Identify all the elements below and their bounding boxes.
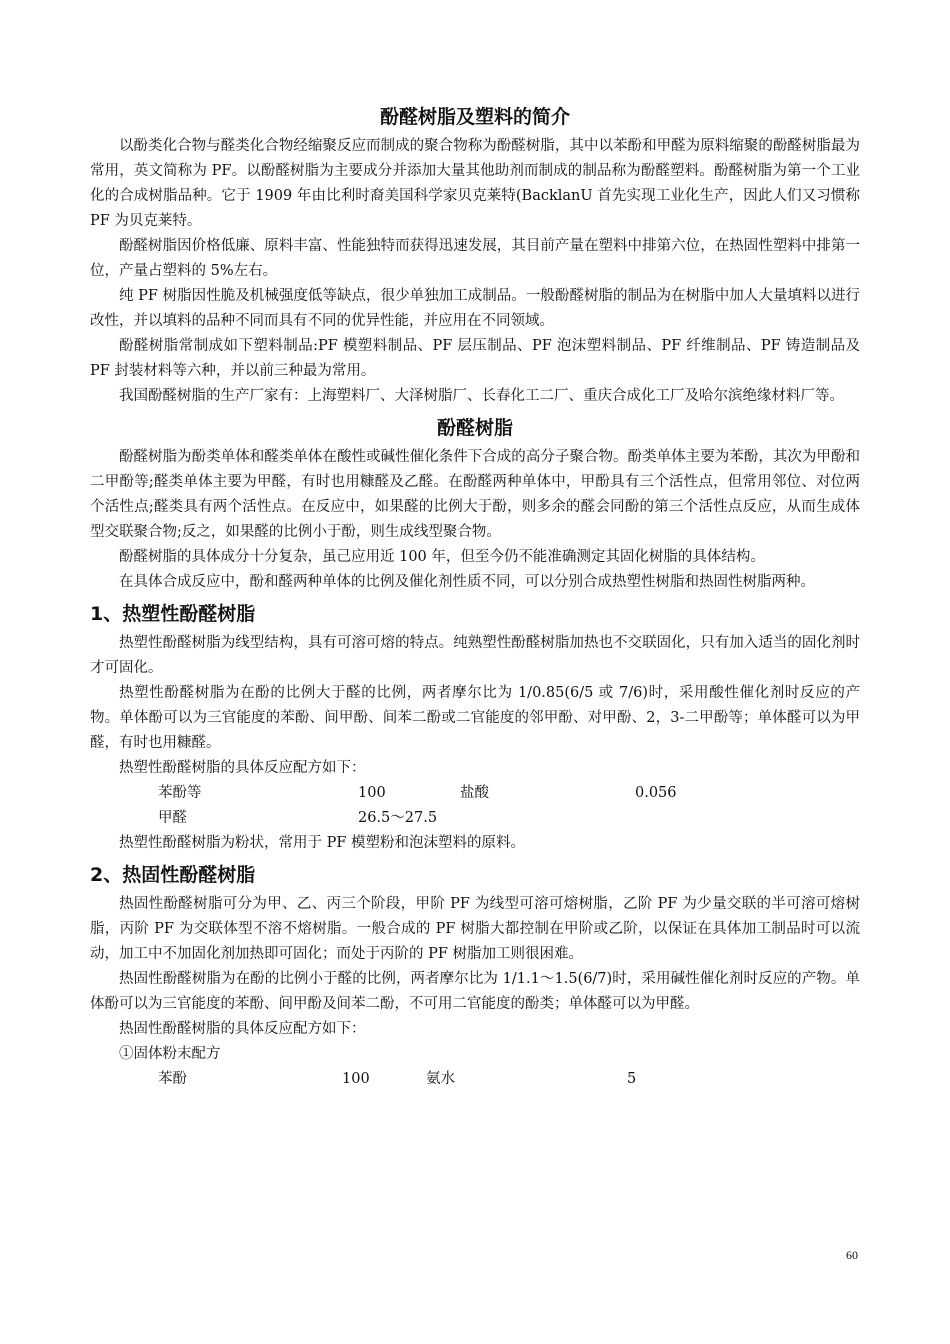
formula-ingredient: 甲醛: [158, 810, 187, 826]
page-number: 60: [846, 1248, 858, 1262]
page-content: [90, 100, 860, 1092]
thermoplastic-closing: 热塑性酚醛树脂为粉状，常用于 PF 模塑粉和泡沫塑料的原料。: [119, 835, 526, 851]
formula-amount: 5: [627, 1071, 637, 1087]
thermoplastic-paragraph: 热塑性酚醛树脂为线型结构，具有可溶可熔的特点。纯熟塑性酚醛树脂加热也不交联固化，只有加入适当的固化剂时才可固化。: [90, 635, 860, 676]
intro-paragraph: 我国酚醛树脂的生产厂家有：上海塑料厂、大泽树脂厂、长春化工二厂、重庆合成化工厂及哈尔滨绝缘材料厂等。: [119, 388, 844, 404]
formula-ingredient: 氨水: [426, 1071, 455, 1087]
formula-ingredient: 苯酚等: [158, 785, 202, 801]
thermoplastic-paragraph: 热塑性酚醛树脂的具体反应配方如下：: [119, 760, 366, 776]
intro-paragraph: 以酚类化合物与醛类化合物经缩聚反应而制成的聚合物称为酚醛树脂，其中以苯酚和甲醛为原料缩聚的酚醛树脂最为常用，英文简称为 PF。以酚醛树脂为主要成分并添加大量其他助剂而制成的制品称为酚醛塑料。酚醛树脂为第一个工业化的合成树脂品种。它于 1909 年由比利时裔美国科学家贝克莱特(BacklanU 首先实现工业化生产，因此人们又习惯称 PF 为贝克莱特。: [90, 138, 860, 229]
thermoset-paragraph: 热固性酚醛树脂可分为甲、乙、丙三个阶段，甲阶 PF 为线型可溶可熔树脂，乙阶 PF 为少量交联的半可溶可熔树脂，丙阶 PF 为交联体型不溶不熔树脂。一般合成的 PF 树脂大都控制在甲阶或乙阶，以保证在具体加工制品时可以流动，加工中不加固化剂加热即可固化；而处于丙阶的 PF 树脂加工则很困难。: [90, 896, 860, 962]
resin-paragraph: 酚醛树脂的具体成分十分复杂，虽己应用近 100 年，但至今仍不能准确测定其固化树脂的具体结构。: [119, 549, 765, 565]
thermoplastic-paragraph: 热塑性酚醛树脂为在酚的比例大于醛的比例，两者摩尔比为 1/0.85(6/5 或 7/6)时，采用酸性催化剂时反应的产物。单体酚可以为三官能度的苯酚、间甲酚、间苯二酚或二官能度的邻甲酚、对甲酚、2，3-二甲酚等；单体醛可以为甲醛，有时也用糠醛。: [90, 685, 860, 751]
formula-ingredient: 苯酚: [158, 1071, 187, 1087]
thermoset-paragraph: 热固性酚醛树脂的具体反应配方如下：: [119, 1021, 366, 1037]
formula-row: [90, 806, 860, 831]
thermoset-subitem: ①固体粉末配方: [119, 1046, 221, 1062]
formula-amount: 100: [358, 785, 386, 801]
formula-row: [90, 1067, 860, 1092]
page-title: 酚醛树脂及塑料的简介: [379, 106, 570, 128]
section-heading-thermoset: 2、热固性酚醛树脂: [90, 864, 256, 886]
formula-ingredient: 盐酸: [460, 785, 489, 801]
resin-paragraph: 酚醛树脂为酚类单体和醛类单体在酸性或碱性催化条件下合成的高分子聚合物。酚类单体主要为苯酚，其次为甲酚和二甲酚等;醛类单体主要为甲醛，有时也用糠醛及乙醛。在酚醛两种单体中，甲酚具有三个活性点，但常用邻位、对位两个活性点;醛类具有两个活性点。在反应中，如果醛的比例大于酚，则多余的醛会同酚的第三个活性点反应，从而生成体型交联聚合物;反之，如果醛的比例小于酚，则生成线型聚合物。: [90, 449, 860, 540]
intro-paragraph: 纯 PF 树脂因性脆及机械强度低等缺点，很少单独加工成制品。一般酚醛树脂的制品为在树脂中加人大量填料以进行改性，并以填料的品种不同而具有不同的优异性能，并应用在不同领域。: [90, 288, 860, 329]
section-heading-resin: 酚醛树脂: [436, 417, 513, 439]
formula-amount: 26.5～27.5: [358, 810, 438, 826]
thermoset-paragraph: 热固性酚醛树脂为在酚的比例小于醛的比例，两者摩尔比为 1/1.1～1.5(6/7)时，采用碱性催化剂时反应的产物。单体酚可以为三官能度的苯酚、间甲酚及间苯二酚，不可用二官能度的酚类；单体醛可以为甲醛。: [90, 971, 860, 1012]
intro-paragraph: 酚醛树脂常制成如下塑料制品:PF 模塑料制品、PF 层压制品、PF 泡沫塑料制品、PF 纤维制品、PF 铸造制品及 PF 封装材料等六种，并以前三种最为常用。: [90, 338, 860, 379]
formula-row: [90, 781, 860, 806]
formula-amount: 0.056: [635, 785, 677, 801]
formula-amount: 100: [342, 1071, 370, 1087]
intro-paragraph: 酚醛树脂因价格低廉、原料丰富、性能独特而获得迅速发展，其目前产量在塑料中排第六位，在热固性塑料中排第一位，产量占塑料的 5%左右。: [90, 238, 860, 279]
resin-paragraph: 在具体合成反应中，酚和醛两种单体的比例及催化剂性质不同，可以分别合成热塑性树脂和热固性树脂两种。: [119, 574, 815, 590]
section-heading-thermoplastic: 1、热塑性酚醛树脂: [90, 603, 256, 625]
